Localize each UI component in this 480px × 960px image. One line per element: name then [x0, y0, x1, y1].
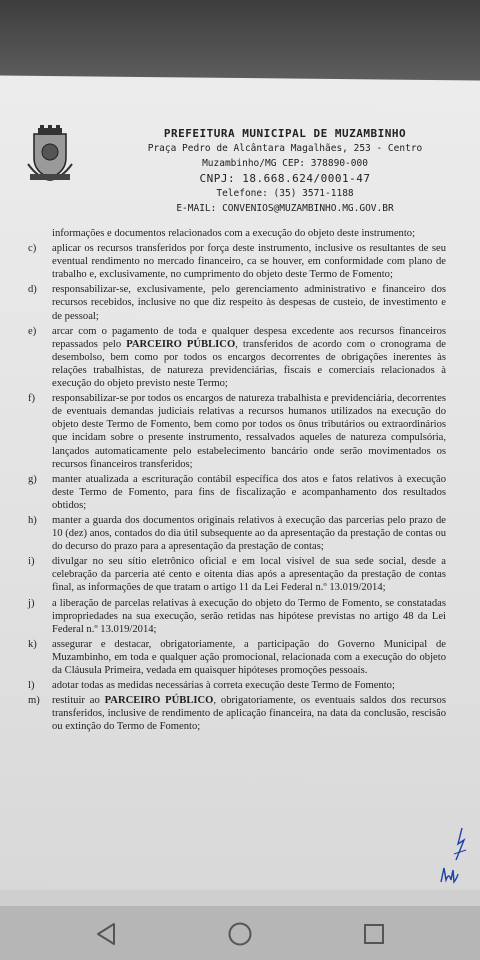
home-circle-icon [227, 921, 253, 947]
parceiro-publico-label: PARCEIRO PÚBLICO [126, 338, 236, 350]
item-letter: f) [28, 393, 36, 405]
list-item [28, 694, 446, 733]
item-letter: l) [28, 680, 35, 692]
back-button[interactable] [86, 916, 126, 952]
item-letter: g) [28, 473, 37, 485]
item-text: responsabilizar-se, exclusivamente, pelo gerenciamento administrativo e financeiro dos recursos recebidos, inclusive no que diz respeito às despesas de custeio, de investimento e de pessoal; [52, 284, 446, 322]
list-item [28, 514, 446, 553]
email-line: E-MAIL: CONVENIOS@MUZAMBINHO.MG.GOV.BR [176, 203, 394, 214]
item-text-pre: arcar com o pagamento de toda e qualquer despesa excedente aos recursos financeiros repassados pelo [52, 325, 446, 350]
list-item [28, 473, 446, 512]
item-text-pre: restituir ao [52, 695, 105, 707]
item-text [52, 694, 446, 733]
list-item [28, 597, 446, 636]
item-letter: d) [28, 284, 37, 296]
city-cep-line: Muzambinho/MG CEP: 378890-000 [202, 158, 368, 169]
list-item [28, 638, 446, 677]
item-text: manter a guarda dos documentos originais relativos à execução das parcerias pelo prazo de 10 (dez) anos, contados do dia útil subsequente ao da apresentação da prestação de contas ou do decurso do prazo para a apresentação da prestação de contas; [52, 514, 446, 553]
list-item [28, 555, 446, 594]
item-text-post: , obrigatoriamente, os eventuais saldos dos recursos transferidos, inclusive de rendimento de aplicação financeira, na data da conclusão, rescisão ou extinção do Termo de Fomento; [52, 695, 446, 733]
item-text: assegurar e destacar, obrigatoriamente, a participação do Governo Municipal de Muzambinho, em toda e qualquer ação promocional, relacionada com a execução do objeto da Cláusula Primeira, vedada em quaisquer hipóteses promoções pessoais. [52, 638, 446, 676]
obligations-list [28, 242, 446, 733]
handwritten-signature [438, 864, 460, 886]
recents-square-icon [363, 923, 385, 945]
item-letter: c) [28, 243, 37, 255]
intro-paragraph: informações e documentos relacionados com a execução do objeto deste instrumento; [52, 228, 416, 239]
cnpj-line: CNPJ: 18.668.624/0001-47 [199, 172, 371, 185]
item-letter: m) [28, 695, 40, 707]
item-text: divulgar no seu sítio eletrônico oficial e em local visível de sua sede social, desde a celebração da parceria até cento e oitenta dias após a apresentação da prestação de contas final, as informações de que tratam o artigo 11 da Lei Federal n.º 13.019/2014; [52, 556, 446, 594]
list-item [28, 392, 446, 471]
item-text: adotar todas as medidas necessárias à correta execução deste Termo de Fomento; [52, 680, 395, 692]
item-letter: k) [28, 638, 37, 650]
item-text: a liberação de parcelas relativas à execução do objeto do Termo de Fomento, se constatadas impropriedades na sua execução, serão retidas nas hipótese previstas no artigo 48 da Lei Federal n.º 13.019/2014; [52, 597, 446, 635]
address-line: Praça Pedro de Alcântara Magalhães, 253 - Centro [147, 143, 423, 154]
phone-line: Telefone: (35) 3571-1188 [216, 188, 354, 199]
handwritten-initials [452, 826, 468, 862]
letterhead [20, 120, 460, 225]
item-text-post: , transferidos de acordo com o cronograma de desembolso, bem como por todos os encargos decorrentes de obrigações inerentes às relações trabalhistas, de natureza previdenciárias, fiscais e comerciais relacionados à execução do objeto previsto neste Termo; [52, 338, 446, 390]
list-item [28, 242, 446, 281]
item-letter: e) [28, 325, 37, 337]
parceiro-publico-label: PARCEIRO PÚBLICO [104, 695, 214, 707]
municipal-crest-logo [26, 124, 74, 182]
list-item [28, 283, 446, 322]
item-letter: h) [28, 514, 37, 526]
list-item [28, 325, 446, 390]
item-text: responsabilizar-se por todos os encargos de natureza trabalhista e previdenciária, decorrentes de eventuais demandas judiciais relativas a recursos humanos utilizados na execução do objeto deste Termo de Fomento, bem como por todos os ônus tributários ou extraordinários que incidam sobre o presente instrumento, ressalvados aqueles de natureza compulsória, lançados automaticamente pelo estabelecimento bancário onde serão movimentados os recursos financeiros transferidos; [52, 393, 446, 470]
list-item [28, 679, 446, 692]
item-letter: j) [28, 597, 35, 609]
item-letter: i) [28, 556, 35, 568]
android-navigation-bar [0, 906, 480, 960]
item-text [52, 325, 446, 390]
document-body [28, 227, 446, 735]
item-text: aplicar os recursos transferidos por força deste instrumento, inclusive os resultantes de seu eventual rendimento no mercado financeiro, ca se houver, em conformidade com plano de trabalho e, exclusivamente, no cumprimento do objeto deste Termo de Fomento; [52, 243, 446, 281]
item-text: manter atualizada a escrituração contábil específica dos atos e fatos relativos à execução deste Termo de Fomento, para fins de fiscalização e acompanhamento dos resultados obtidos; [52, 473, 446, 511]
recents-button[interactable] [354, 916, 394, 952]
prefeitura-name: PREFEITURA MUNICIPAL DE MUZAMBINHO [163, 127, 407, 140]
home-button[interactable] [220, 916, 260, 952]
back-triangle-icon [95, 922, 117, 946]
